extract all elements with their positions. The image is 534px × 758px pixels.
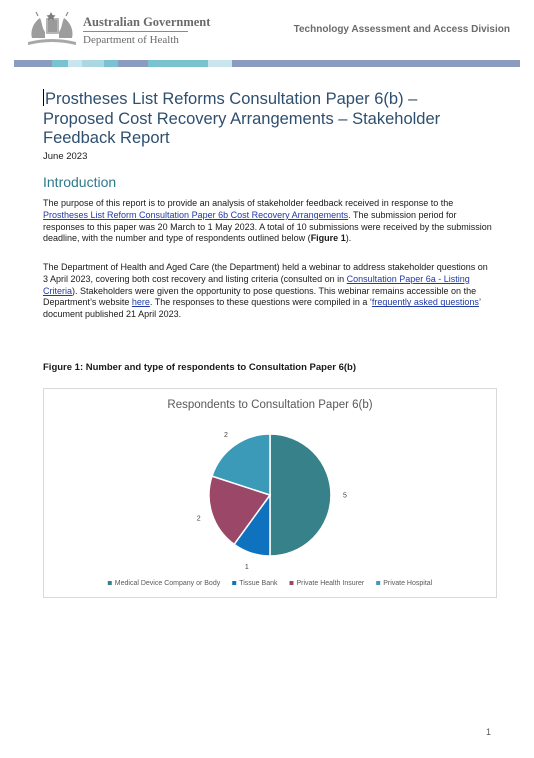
intro-paragraph-1 (43, 198, 493, 245)
band-segment (148, 60, 208, 67)
consultation-paper-6b-link[interactable]: Prostheses List Reform Consultation Paper 6b Cost Recovery Arrangements (43, 209, 349, 220)
figure-caption: Figure 1: Number and type of respondents to Consultation Paper 6(b) (43, 362, 356, 373)
pie-data-label: 2 (196, 515, 201, 523)
legend-entry (376, 580, 432, 587)
pie-chart (43, 388, 497, 598)
document-title (43, 89, 483, 149)
document-title-text: Prostheses List Reforms Consultation Paper 6(b) – Proposed Cost Recovery Arrangements – Stakeholder Feedback Report (43, 90, 441, 147)
pie-data-label: 1 (244, 563, 249, 571)
webinar-link[interactable]: here (131, 297, 150, 308)
document-date: June 2023 (43, 151, 88, 162)
legend-entry (232, 580, 278, 587)
text-run: ). Stakeholders were given the opportunity to pose questions. This webinar remains accessible on the Department’s website (43, 285, 477, 308)
government-name: Australian Government (83, 15, 211, 29)
band-segment (232, 60, 520, 67)
legend-entry (289, 580, 364, 587)
division-name: Technology Assessment and Access Division (293, 24, 510, 35)
legend-swatch (289, 581, 293, 585)
legend-entry (108, 580, 221, 587)
band-segment (118, 60, 148, 67)
pie-chart-svg (44, 389, 496, 597)
header-rule (83, 31, 188, 32)
text-run: The Department of Health and Aged Care (the Department) held a webinar to address stakeholder questions on 3 April 2023, covering both cost recovery and listing criteria (consulted on in (43, 262, 488, 284)
text-run: ). (345, 233, 352, 244)
pie-data-label: 5 (343, 492, 347, 500)
consultation-paper-6a-link[interactable]: Consultation Paper 6a - Listing Criteria (43, 273, 470, 296)
text-run: . The submission period for responses to this paper was 20 March to 1 May 2023. A total of 10 submissions were received by the submission deadline, with the number and type of respondents outlined below ( (43, 209, 492, 244)
text-run: The purpose of this report is to provide an analysis of stakeholder feedback received in response to the (43, 198, 454, 208)
pie-data-label: 2 (223, 431, 228, 439)
text-run: . The responses to these questions were compiled in a ‘ (149, 297, 372, 308)
legend-swatch (376, 581, 380, 585)
intro-paragraph-2 (43, 262, 493, 321)
faq-link[interactable]: frequently asked questions (371, 297, 479, 308)
coat-of-arms-icon (24, 8, 80, 48)
chart-title: Respondents to Consultation Paper 6(b) (167, 399, 373, 411)
legend-swatch (232, 581, 236, 585)
band-segment (14, 60, 52, 67)
band-segment (104, 60, 118, 67)
legend-label: Private Hospital (383, 580, 433, 587)
legend-label: Medical Device Company or Body (114, 580, 221, 587)
band-segment (68, 60, 82, 67)
pie-slice-medical-device-company-or-body (270, 434, 331, 556)
text-run: ’ document published 21 April 2023. (43, 297, 481, 320)
band-segment (52, 60, 68, 67)
page-number: 1 (486, 727, 492, 737)
text-cursor (43, 89, 44, 106)
band-segment (82, 60, 104, 67)
legend-label: Tissue Bank (239, 580, 278, 587)
band-segment (208, 60, 232, 67)
introduction-heading: Introduction (43, 174, 117, 190)
legend-swatch (108, 581, 112, 585)
figure-reference: Figure 1 (310, 233, 346, 244)
header-color-band (14, 60, 520, 67)
legend-label: Private Health Insurer (296, 580, 365, 587)
department-name: Department of Health (83, 34, 179, 46)
